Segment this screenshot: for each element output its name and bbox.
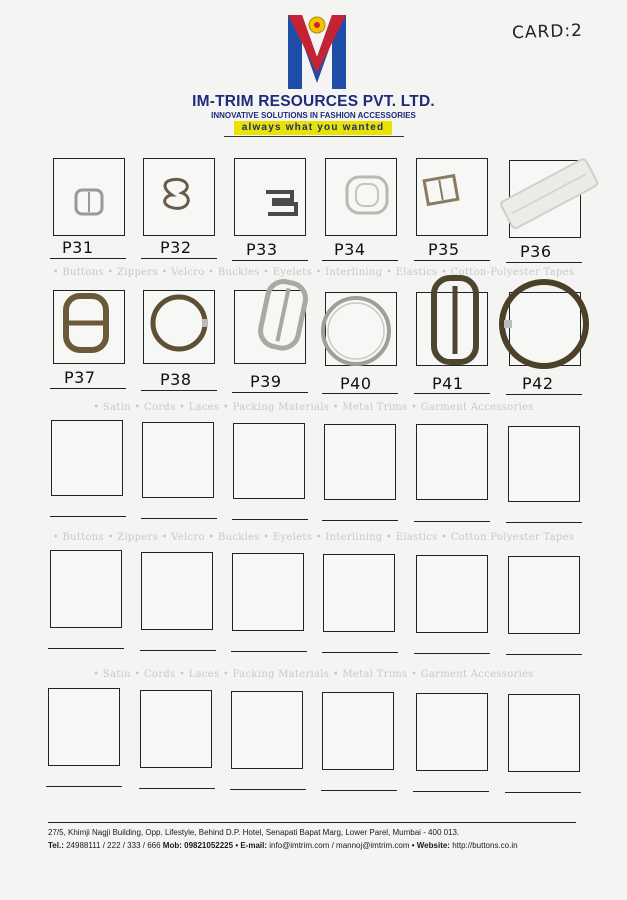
- website-value: http://buttons.co.in: [452, 841, 518, 850]
- sample-box: [508, 426, 580, 502]
- sample-box: [416, 424, 488, 500]
- code-underline: [506, 262, 582, 263]
- mob-value: 09821052225: [184, 841, 234, 850]
- item-code: P32: [160, 238, 192, 257]
- sample-box: [48, 688, 120, 766]
- code-underline: [50, 258, 126, 259]
- sample-box: [233, 423, 305, 499]
- background-text-line: • Buttons • Zippers • Velcro • Buckles • Eyelets • Interlining • Elastics • Cotton Polyester Tapes: [52, 532, 575, 543]
- code-underline: [414, 260, 490, 261]
- code-underline: [506, 654, 582, 655]
- code-underline: [322, 652, 398, 653]
- item-code: P38: [160, 370, 192, 389]
- item-code: P39: [250, 372, 282, 391]
- website-label: • Website:: [411, 841, 450, 850]
- item-code: P41: [432, 374, 464, 393]
- background-text-line: • Satin • Cords • Laces • Packing Materials • Metal Trims • Garment Accessories: [93, 402, 534, 413]
- company-name: IM-TRIM RESOURCES PVT. LTD.: [192, 93, 435, 110]
- code-underline: [414, 393, 490, 394]
- sample-box: [141, 552, 213, 630]
- silver-ring-icon: [318, 294, 398, 368]
- code-underline: [322, 260, 398, 261]
- sample-box: [50, 550, 122, 628]
- background-text-line: • Satin • Cords • Laces • Packing Materials • Metal Trims • Garment Accessories: [93, 669, 534, 680]
- code-underline: [141, 390, 217, 391]
- code-underline: [50, 516, 126, 517]
- sample-box: [323, 554, 395, 632]
- email-value: info@imtrim.com / mannoj@imtrim.com: [269, 841, 410, 850]
- code-underline: [46, 786, 122, 787]
- clear-slider-8-icon: [344, 174, 390, 216]
- mob-label: Mob:: [162, 841, 182, 850]
- sample-box: [322, 692, 394, 770]
- code-underline: [231, 651, 307, 652]
- code-underline: [414, 653, 490, 654]
- sample-box: [142, 422, 214, 498]
- item-code: P34: [334, 240, 366, 259]
- item-code: P36: [520, 242, 552, 261]
- bronze-large-ring-icon: [498, 276, 594, 372]
- code-underline: [506, 522, 582, 523]
- company-tagline: INNOVATIVE SOLUTIONS IN FASHION ACCESSORIES: [211, 111, 416, 120]
- code-underline: [506, 394, 582, 395]
- item-code: P31: [62, 238, 94, 257]
- code-underline: [232, 392, 308, 393]
- slogan-divider: [224, 136, 404, 137]
- code-underline: [141, 518, 217, 519]
- item-code: P40: [340, 374, 372, 393]
- slider-8-icon: [74, 188, 104, 216]
- clear-strap-icon: [492, 150, 610, 240]
- code-underline: [321, 790, 397, 791]
- code-underline: [414, 521, 490, 522]
- code-underline: [232, 260, 308, 261]
- footer-address: 27/5, Khimji Nagji Building, Opp. Lifestyle, Behind D.P. Hotel, Senapati Bapat Marg, Lower Parel, Mumbai - 400 013.: [48, 828, 460, 837]
- im-trim-logo-icon: [286, 13, 348, 91]
- sample-box: [324, 424, 396, 500]
- code-underline: [141, 258, 217, 259]
- bronze-long-slider-icon: [428, 274, 482, 368]
- sample-box: [416, 555, 488, 633]
- item-code: P33: [246, 240, 278, 259]
- hook-slider-icon: [420, 172, 462, 208]
- tel-value: 24988111 / 222 / 333 / 666: [66, 841, 161, 850]
- sample-box: [232, 553, 304, 631]
- tel-label: Tel.:: [48, 841, 64, 850]
- hook-icon: [160, 175, 196, 213]
- code-underline: [413, 791, 489, 792]
- card-number-label: CARD:2: [511, 20, 584, 44]
- background-text-line: • Buttons • Zippers • Velcro • Buckles • Eyelets • Interlining • Elastics • Cotton-Polyester Tapes: [52, 267, 575, 278]
- sample-box: [51, 420, 123, 496]
- sample-box: [508, 694, 580, 772]
- code-underline: [505, 792, 581, 793]
- item-code: P42: [522, 374, 554, 393]
- code-underline: [232, 519, 308, 520]
- email-label: • E-mail:: [235, 841, 268, 850]
- code-underline: [322, 393, 398, 394]
- sample-box: [231, 691, 303, 769]
- item-code: P37: [64, 368, 96, 387]
- code-underline: [139, 788, 215, 789]
- s-hook-icon: [262, 186, 300, 218]
- bronze-ring-icon: [148, 292, 210, 354]
- code-underline: [322, 520, 398, 521]
- code-underline: [50, 388, 126, 389]
- company-slogan: always what you wanted: [234, 121, 392, 135]
- footer-divider: [48, 822, 576, 823]
- footer-contact: [48, 841, 518, 850]
- code-underline: [230, 789, 306, 790]
- sample-box: [416, 693, 488, 771]
- code-underline: [48, 648, 124, 649]
- item-code: P35: [428, 240, 460, 259]
- sample-box: [140, 690, 212, 768]
- silver-slider-icon: [254, 278, 314, 352]
- code-underline: [140, 650, 216, 651]
- sample-box: [508, 556, 580, 634]
- bronze-slider-icon: [62, 292, 110, 354]
